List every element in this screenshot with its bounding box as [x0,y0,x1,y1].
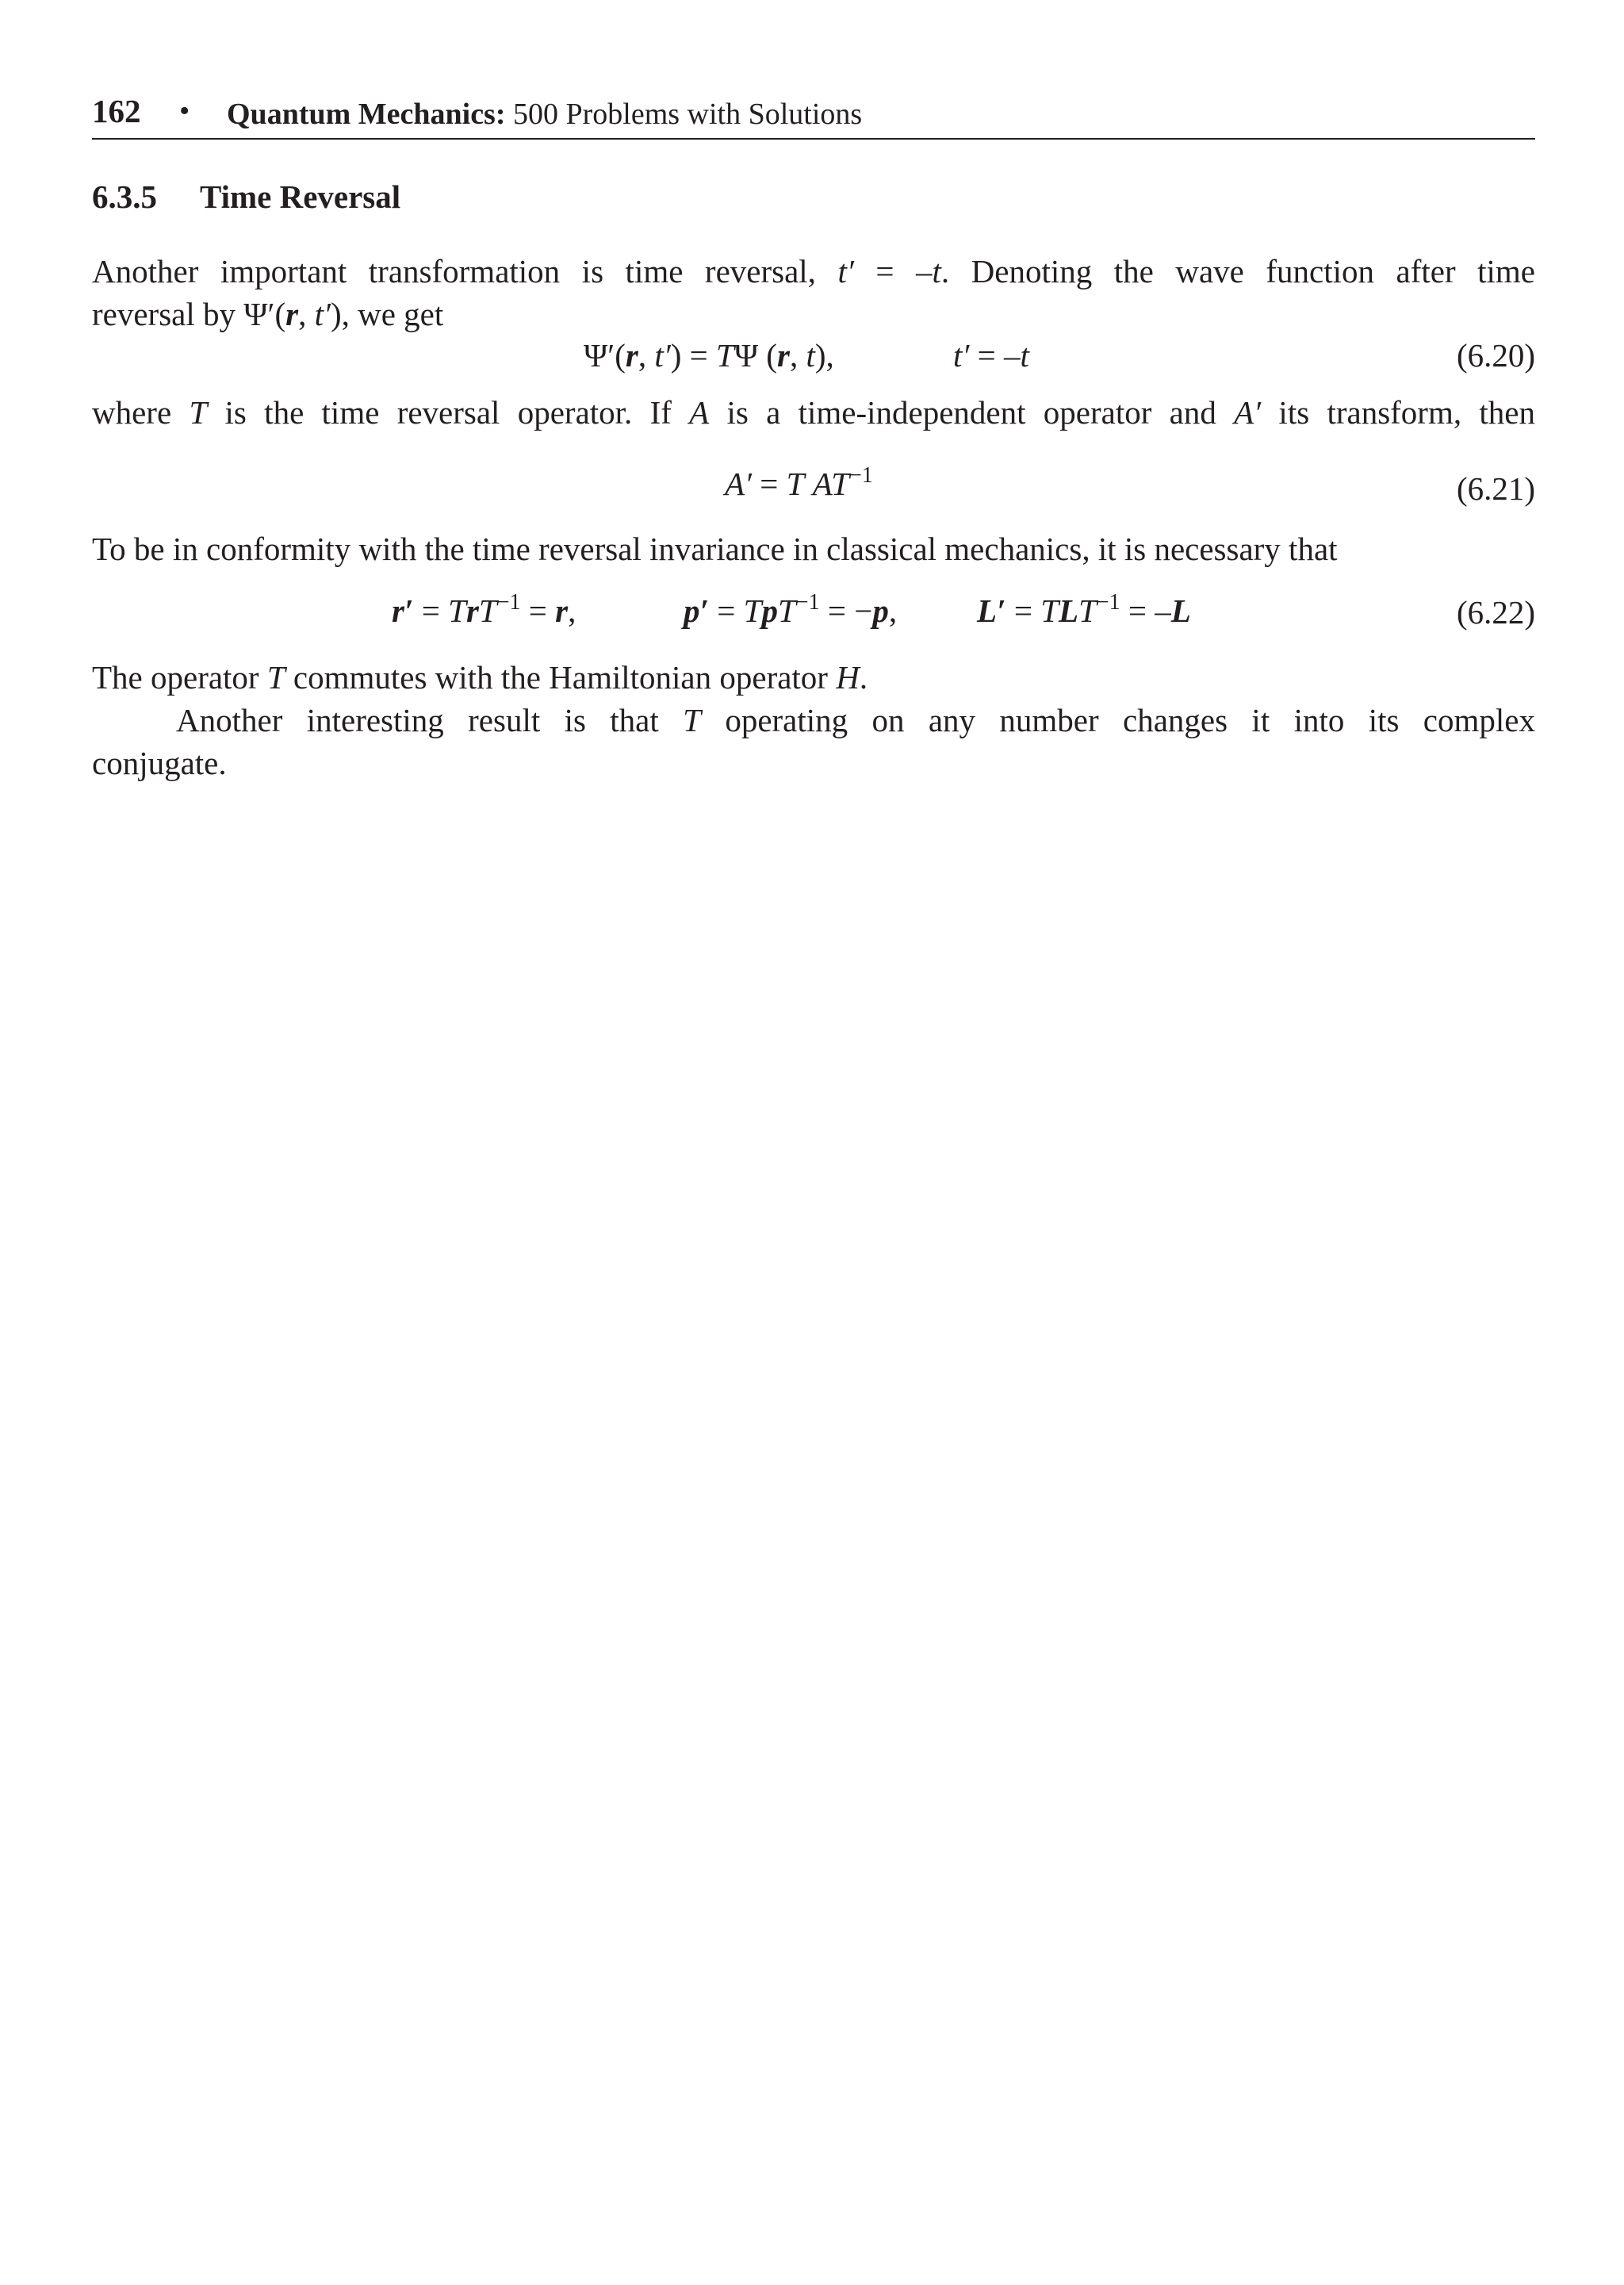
paragraph-2: where T is the time reversal operator. If A is a time-independent operator and A′ its transform, then [92,394,1535,431]
paragraph-4: The operator T commutes with the Hamiltonian operator H. [92,659,868,696]
equation-6-22-angular-momentum: $L' = TLT^{-1} = -L$ [977,590,1191,629]
section-title: Time Reversal [200,178,401,215]
header-bullet: • [179,94,190,128]
page-number: 162 [92,93,141,129]
paragraph-5-line-2: conjugate. [92,745,227,781]
section-number: 6.3.5 [92,178,157,215]
equation-6-20-condition: t′ = –t [953,337,1029,374]
equation-6-22-momentum: p′ = TpT$^{-1}$ = −p, [684,590,898,629]
section-heading [92,178,400,216]
book-title-bold: Quantum Mechanics: [227,98,506,131]
equation-number-6-20: (6.20) [1456,337,1535,374]
book-title [227,97,862,132]
paragraph-1-line-2: reversal by Ψ′(r, t′), we get [92,296,444,332]
equation-6-22-position: r′ = TrT$^{-1}$ = r, [392,590,576,629]
equation-number-6-21: (6.21) [1456,470,1535,507]
equation-number-6-22: (6.22) [1456,594,1535,631]
equation-6-20: Ψ′(r, t′) = TΨ (r, t), [584,337,834,374]
paragraph-1-line-1: Another important transformation is time reversal, t′ = –t. Denoting the wave function after time [92,253,1536,289]
running-header [92,89,1535,140]
equation-6-21: A′ = T $AT^{-1}$ [725,463,873,502]
paragraph-3: To be in conformity with the time reversal invariance in classical mechanics, it is necessary that [92,531,1338,567]
paragraph-5-line-1: Another interesting result is that T operating on any number changes it into its complex [176,702,1535,738]
book-title-rest: 500 Problems with Solutions [513,98,863,131]
